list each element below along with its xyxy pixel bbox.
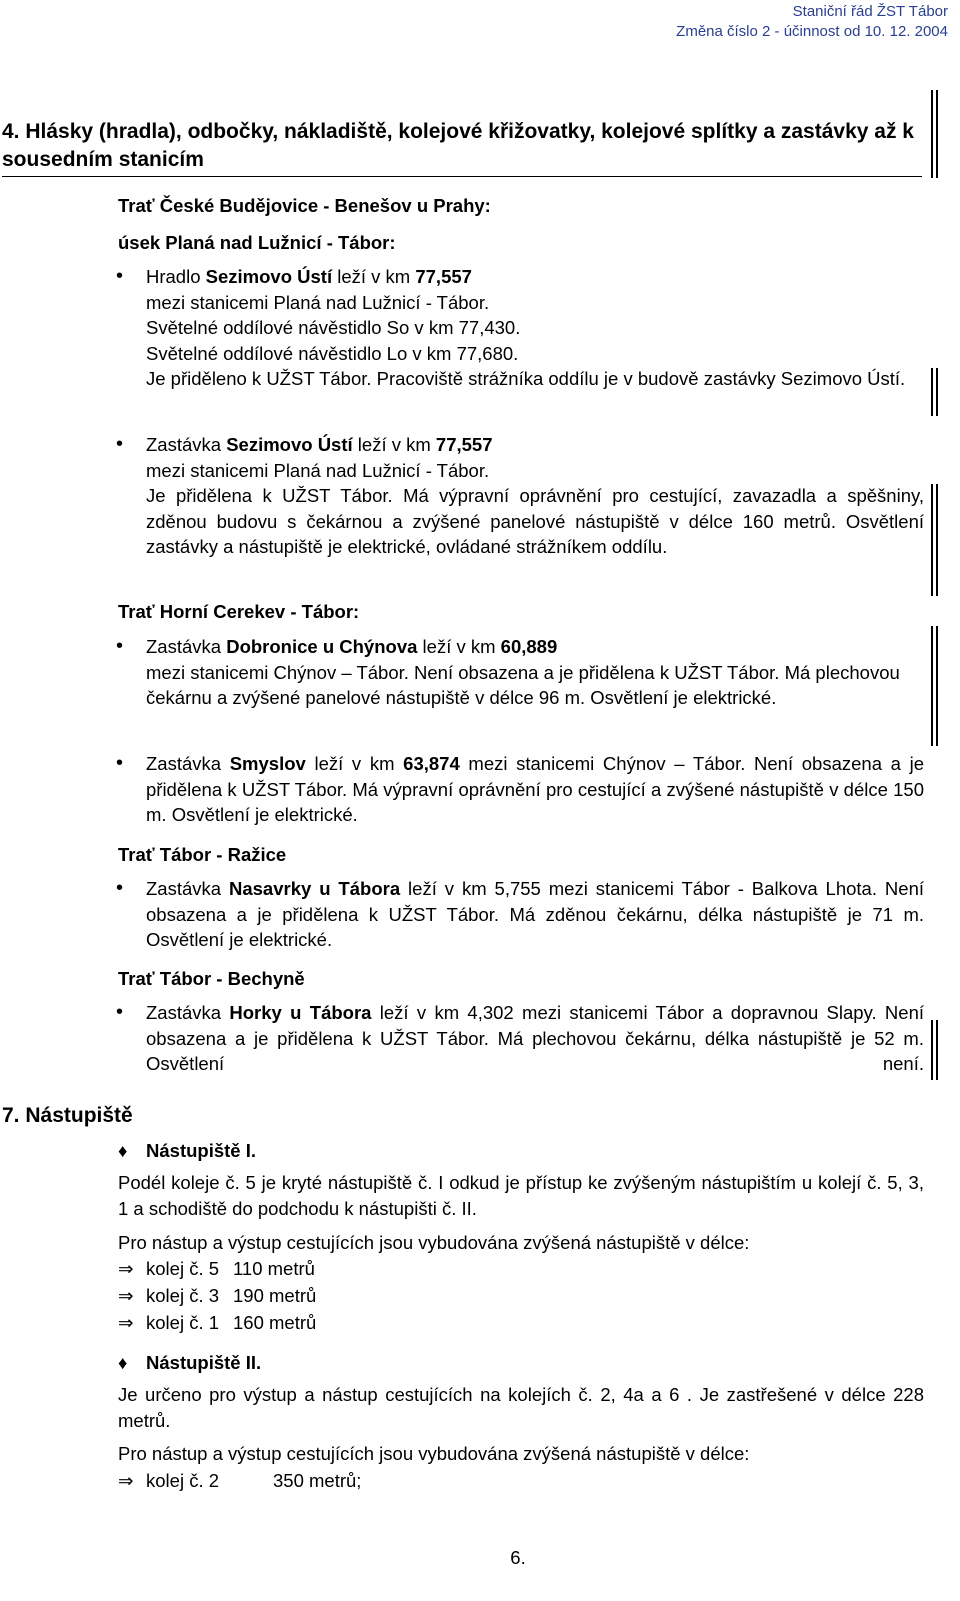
section-7-heading: 7. Nástupiště bbox=[2, 1104, 133, 1127]
nastupiste-2-rows bbox=[118, 1467, 361, 1494]
item-zastavka-dobronice: • Zastávka Dobronice u Chýnova leží v km 60,889 mezi stanicemi Chýnov – Tábor. Není obsazena a je přidělena k UŽST Tábor. Má plechovou čekárnu a zvýšené panelové nástupiště v délce 96 m. Osvětlení je elektrické. bbox=[146, 634, 924, 711]
arrow-right-icon: ⇒ bbox=[118, 1470, 134, 1491]
nastupiste-2-description: Je určeno pro výstup a nástup cestujících na kolejích č. 2, 4a a 6 . Je zastřešené v délce 228 metrů. bbox=[118, 1384, 924, 1431]
trat-ceske-budejovice-heading: Trať České Budějovice - Benešov u Prahy: bbox=[118, 195, 491, 216]
item-zastavka-smyslov: • Zastávka Smyslov leží v km 63,874 mezi stanicemi Chýnov – Tábor. Není obsazena a je přidělena k UŽST Tábor. Má výpravní oprávnění pro cestující a zvýšené nástupiště v délce 150 m. Osvětlení je elektrické. bbox=[146, 751, 924, 828]
nastupiste-1-description: Podél koleje č. 5 je kryté nástupiště č. I odkud je přístup ke zvýšeným nástupištím u kolejí č. 5, 3, 1 a schodiště do podchodu k nástupišti č. II. bbox=[118, 1172, 924, 1219]
change-bar bbox=[931, 90, 933, 178]
change-bar bbox=[936, 626, 938, 746]
item-hradlo-sezimovo-usti: • Hradlo Sezimovo Ústí leží v km 77,557 mezi stanicemi Planá nad Lužnicí - Tábor. Světelné oddílové návěstidlo So v km 77,430. Světelné oddílové návěstidlo Lo v km 77,680. Je přiděleno k UŽST Tábor. Pracoviště strážníka oddílu je v budově zastávky Sezimovo Ústí. bbox=[146, 264, 924, 392]
page-number: 6. bbox=[510, 1547, 526, 1568]
list-item: ⇒ kolej č. 5 110 metrů bbox=[118, 1255, 316, 1282]
arrow-right-icon: ⇒ bbox=[118, 1285, 134, 1306]
arrow-right-icon: ⇒ bbox=[118, 1258, 134, 1279]
section-4-heading: 4. Hlásky (hradla), odbočky, nákladiště, kolejové křižovatky, kolejové splítky a zastávky až k sousedním stanicím bbox=[2, 118, 922, 177]
change-bar bbox=[931, 484, 933, 596]
trat-horni-cerekev-heading: Trať Horní Cerekev - Tábor: bbox=[118, 601, 360, 622]
header-title: Staniční řád ŽST Tábor bbox=[792, 3, 948, 20]
list-item: ⇒ kolej č. 3 190 metrů bbox=[118, 1282, 316, 1309]
change-bar bbox=[936, 90, 938, 178]
diamond-icon: ♦ bbox=[118, 1352, 128, 1373]
arrow-right-icon: ⇒ bbox=[118, 1312, 134, 1333]
change-bar bbox=[936, 484, 938, 596]
change-bar bbox=[931, 626, 933, 746]
item-zastavka-sezimovo-usti: • Zastávka Sezimovo Ústí leží v km 77,557 mezi stanicemi Planá nad Lužnicí - Tábor. Je přidělena k UŽST Tábor. Má výpravní oprávnění pro cestující, zavazadla a spěšniny, zděnou budovu s čekárnou a zvýšené panelové nástupiště v délce 160 metrů. Osvětlení zastávky a nástupiště je elektrické, ovládané strážníkem oddílu. bbox=[146, 432, 924, 560]
item-zastavka-horky: • Zastávka Horky u Tábora leží v km 4,302 mezi stanicemi Tábor a dopravnou Slapy. Není obsazena a je přidělena k UŽST Tábor. Má plechovou čekárnu, délka nástupiště je 52 m. Osvětlení není. bbox=[146, 1000, 924, 1077]
nastupiste-2-lengths-intro: Pro nástup a výstup cestujících jsou vybudována zvýšená nástupiště v délce: bbox=[118, 1443, 750, 1464]
change-bar bbox=[931, 368, 933, 416]
nastupiste-1-rows bbox=[118, 1255, 316, 1336]
header bbox=[676, 2, 948, 42]
nastupiste-1-lengths-intro: Pro nástup a výstup cestujících jsou vybudována zvýšená nástupiště v délce: bbox=[118, 1232, 750, 1253]
item-zastavka-nasavrky: • Zastávka Nasavrky u Tábora leží v km 5,755 mezi stanicemi Tábor - Balkova Lhota. Není obsazena a je přidělena k UŽST Tábor. Má zděnou čekárnu, délka nástupiště je 71 m. Osvětlení je elektrické. bbox=[146, 876, 924, 953]
change-bar bbox=[936, 368, 938, 416]
change-bar bbox=[936, 1020, 938, 1080]
header-amendment: Změna číslo 2 - účinnost od 10. 12. 2004 bbox=[676, 23, 948, 40]
nastupiste-2-heading: ♦ Nástupiště II. bbox=[118, 1350, 261, 1376]
trat-tabor-bechyne-heading: Trať Tábor - Bechyně bbox=[118, 968, 305, 989]
nastupiste-1-heading: ♦ Nástupiště I. bbox=[118, 1138, 256, 1164]
change-bar bbox=[931, 1020, 933, 1080]
list-item: ⇒ kolej č. 1 160 metrů bbox=[118, 1309, 316, 1336]
usek-heading: úsek Planá nad Lužnicí - Tábor: bbox=[118, 232, 396, 253]
trat-tabor-razice-heading: Trať Tábor - Ražice bbox=[118, 844, 287, 865]
diamond-icon: ♦ bbox=[118, 1140, 128, 1161]
list-item: ⇒ kolej č. 2 350 metrů; bbox=[118, 1467, 361, 1494]
